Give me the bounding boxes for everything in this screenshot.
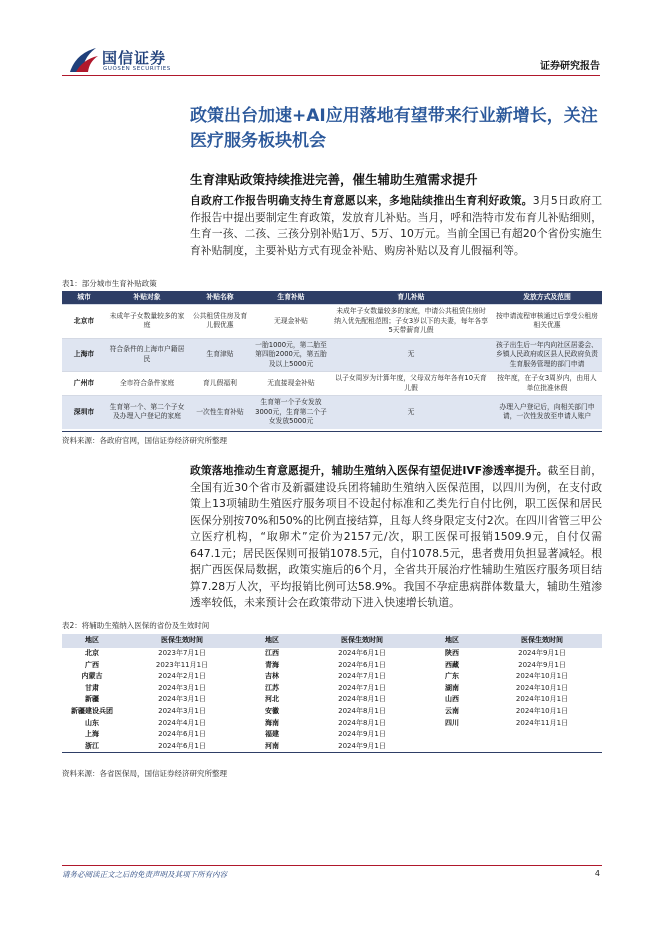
paragraph-body: 截至目前，全国有近30个省市及新疆建设兵团将辅助生殖纳入医保范围，以四川为例，在支付政策上13项辅助生殖医疗服务项目不设起付标准和乙类先行自付比例，职工医保和居民医保分别按70%和50%的比例直接结算，且每人终身限定支付2次。在四川省管三甲公立医疗机构，“取卵术”定价为2157元/次，职工医保可报销1509.9元，自付仅需647.1元；居民医保则可报销1078.5元，自付1078.5元，患者费用负担显著减轻。根据广西医保局数据，政策实施后的6个月，全省共开展治疗性辅助生殖医疗服务项目结算7.28万人次，平均报销比例可达58.9%。我国不孕症患病群体数量大，辅助生殖渗透率较低，未来预计会在政策带动下进入快速增长轨道。 bbox=[190, 464, 603, 609]
table-cell: 云南 bbox=[445, 706, 459, 715]
table-cell: 孩子出生后一年内向社区居委会、乡镇人民政府或区县人民政府负责生育服务管理的部门申请 bbox=[492, 338, 602, 372]
report-type-label: 证券研究报告 bbox=[540, 61, 600, 72]
table-cell: 无现金补贴 bbox=[252, 305, 330, 339]
header-divider bbox=[62, 75, 600, 76]
table-cell: 生育第一个、第二个子女及办理入户登记的家庭 bbox=[106, 396, 188, 429]
table-cell: 2024年3月1日 bbox=[158, 683, 206, 692]
table1-header-cell: 发放方式及范围 bbox=[492, 291, 602, 305]
table-cell: 2024年6月1日 bbox=[338, 660, 386, 669]
table-row bbox=[62, 396, 602, 429]
footer-disclaimer: 请务必阅读正文之后的免责声明及其项下所有内容 bbox=[62, 870, 227, 879]
table-row bbox=[62, 694, 602, 706]
table-cell: 2024年10月1日 bbox=[515, 706, 569, 715]
table-row bbox=[62, 683, 602, 695]
table-cell: 新疆建设兵团 bbox=[71, 706, 113, 715]
logo-english-name: GUOSEN SECURITIES bbox=[103, 66, 171, 72]
table-cell: 一胎1000元，第二胎至第四胎2000元，第五胎及以上5000元 bbox=[252, 338, 330, 372]
table-cell: 上海市 bbox=[62, 338, 106, 372]
table-cell: 符合条件的上海市户籍居民 bbox=[106, 338, 188, 372]
table-cell: 无 bbox=[330, 338, 492, 372]
table-cell: 新疆 bbox=[85, 695, 99, 704]
table-cell: 内蒙古 bbox=[81, 672, 103, 681]
table-cell: 一次性生育补贴 bbox=[188, 396, 252, 429]
table-cell: 2024年7月1日 bbox=[338, 683, 386, 692]
table-cell: 河北 bbox=[265, 695, 279, 704]
table-cell: 山西 bbox=[445, 695, 459, 704]
company-logo bbox=[66, 44, 186, 78]
table1-title: 表1：部分城市生育补贴政策 bbox=[62, 279, 157, 288]
table-cell: 2024年9月1日 bbox=[338, 730, 386, 739]
table-cell: 按年度，在子女3周岁内，由用人单位批准休假 bbox=[492, 372, 602, 396]
table-cell: 按申请流程审核通过后享受公租房相关优惠 bbox=[492, 305, 602, 339]
table-cell bbox=[482, 741, 602, 753]
table-cell: 无 bbox=[330, 396, 492, 429]
table-cell: 2024年6月1日 bbox=[158, 730, 206, 739]
table-cell: 江苏 bbox=[265, 683, 279, 692]
table-cell: 海南 bbox=[265, 718, 279, 727]
table-cell: 2024年6月1日 bbox=[338, 649, 386, 657]
table-cell: 未成年子女数量较多的家庭，申请公共租赁住房时纳入优先配租范围；子女3岁以下的夫妻，每年各享5天带薪育儿假 bbox=[330, 305, 492, 339]
table-row bbox=[62, 305, 602, 339]
table-cell: 浙江 bbox=[62, 741, 122, 753]
table-insurance-effective-dates bbox=[62, 634, 602, 753]
table1-header-cell: 育儿补贴 bbox=[330, 291, 492, 305]
table-cell: 全市符合条件家庭 bbox=[106, 372, 188, 396]
table-cell: 安徽 bbox=[265, 706, 279, 715]
logo-chinese-name: 国信证券 bbox=[102, 49, 167, 67]
table-cell: 2024年4月1日 bbox=[158, 718, 206, 727]
guosen-logo-icon bbox=[66, 44, 100, 76]
table-row bbox=[62, 648, 602, 660]
table-cell: 北京市 bbox=[62, 305, 106, 339]
paragraph-ivf-insurance bbox=[190, 463, 602, 612]
table-row bbox=[62, 671, 602, 683]
table-row bbox=[62, 706, 602, 718]
table-row bbox=[62, 729, 602, 741]
table1-source: 资料来源：各政府官网，国信证券经济研究所整理 bbox=[62, 436, 227, 445]
table-cell: 无直接现金补贴 bbox=[252, 372, 330, 396]
table2-header-cell: 地区 bbox=[242, 634, 302, 648]
table-cell: 广东 bbox=[445, 672, 459, 681]
table2-source: 资料来源：各省医保局，国信证券经济研究所整理 bbox=[62, 769, 227, 778]
paragraph-lead-bold: 自政府工作报告明确支持生育意愿以来，多地陆续推出生育利好政策。 bbox=[190, 194, 533, 207]
table-row bbox=[62, 338, 602, 372]
table-cell: 2023年11月1日 bbox=[155, 660, 209, 669]
table-cell: 西藏 bbox=[445, 660, 459, 669]
table-cell: 广西 bbox=[85, 660, 99, 669]
paragraph-lead-bold: 政策落地推动生育意愿提升，辅助生殖纳入医保有望促进IVF渗透率提升。 bbox=[190, 464, 548, 477]
table2-title: 表2：将辅助生殖纳入医保的省份及生效时间 bbox=[62, 621, 210, 630]
table-cell: 青海 bbox=[265, 660, 279, 669]
table1-header-row bbox=[62, 291, 602, 305]
table-city-subsidy-policy bbox=[62, 291, 602, 429]
table-cell: 生育津贴 bbox=[188, 338, 252, 372]
table-cell: 办理入户登记后，向相关部门申请，一次性发放至申请人账户 bbox=[492, 396, 602, 429]
section-title: 政策出台加速+AI应用落地有望带来行业新增长，关注医疗服务板块机会 bbox=[190, 106, 598, 151]
table2-header-cell: 医保生效时间 bbox=[302, 634, 422, 648]
table-cell: 2024年8月1日 bbox=[338, 695, 386, 704]
table-cell: 湖南 bbox=[445, 683, 459, 692]
table-cell: 2024年9月1日 bbox=[518, 649, 566, 657]
table-cell: 山东 bbox=[85, 718, 99, 727]
table-cell: 深圳市 bbox=[62, 396, 106, 429]
table-cell: 2024年10月1日 bbox=[515, 695, 569, 704]
table-row bbox=[62, 741, 602, 753]
table1-header-cell: 补贴对象 bbox=[106, 291, 188, 305]
table-cell: 上海 bbox=[85, 730, 99, 739]
table-cell: 吉林 bbox=[265, 672, 279, 681]
table1-header-cell: 补贴名称 bbox=[188, 291, 252, 305]
table-cell: 河南 bbox=[242, 741, 302, 753]
table-row bbox=[62, 718, 602, 730]
table-cell: 2023年7月1日 bbox=[158, 649, 206, 657]
table-cell: 2024年7月1日 bbox=[338, 672, 386, 681]
table-cell: 陕西 bbox=[445, 649, 459, 657]
table1-header-cell: 生育补贴 bbox=[252, 291, 330, 305]
table-cell: 2024年9月1日 bbox=[518, 660, 566, 669]
paragraph-birth-subsidy bbox=[190, 193, 602, 259]
page-number: 4 bbox=[594, 869, 600, 878]
table2-header-row bbox=[62, 634, 602, 648]
table-cell: 2024年3月1日 bbox=[158, 706, 206, 715]
table-cell: 育儿假福利 bbox=[188, 372, 252, 396]
table-row bbox=[62, 372, 602, 396]
footer-divider bbox=[62, 865, 602, 866]
table-cell: 未成年子女数量较多的家庭 bbox=[106, 305, 188, 339]
table-cell: 甘肃 bbox=[85, 683, 99, 692]
table-cell: 以子女周岁为计算年度，父母双方每年各有10天育儿假 bbox=[330, 372, 492, 396]
section-subtitle: 生育津贴政策持续推进完善，催生辅助生殖需求提升 bbox=[190, 172, 478, 187]
table-cell bbox=[422, 729, 482, 741]
table-cell bbox=[422, 741, 482, 753]
table1-header-cell: 城市 bbox=[62, 291, 106, 305]
table2-header-cell: 医保生效时间 bbox=[122, 634, 242, 648]
table-cell: 2024年6月1日 bbox=[122, 741, 242, 753]
table-cell: 2024年10月1日 bbox=[515, 683, 569, 692]
table-cell: 2024年8月1日 bbox=[338, 706, 386, 715]
table-cell: 福建 bbox=[265, 730, 279, 739]
table-cell: 2024年10月1日 bbox=[515, 672, 569, 681]
table-cell: 生育第一个子女发放3000元，生育第二个子女发放5000元 bbox=[252, 396, 330, 429]
table-cell: 2024年9月1日 bbox=[302, 741, 422, 753]
table-cell bbox=[482, 729, 602, 741]
table-cell: 2024年11月1日 bbox=[515, 718, 569, 727]
table-cell: 2024年3月1日 bbox=[158, 695, 206, 704]
table-cell: 江西 bbox=[265, 649, 279, 657]
table2-header-cell: 地区 bbox=[62, 634, 122, 648]
paragraph-body: 3月5日政府工作报告中提出要制定生育政策，发放育儿补贴。当月，呼和浩特市发布育儿补贴细则，生育一孩、二孩、三孩分别补贴1万、5万、10万元。当前全国已有超20个省份实施生育补贴制度，主要补贴方式有现金补贴、购房补贴以及育儿假福利等。 bbox=[190, 194, 602, 257]
table-cell: 四川 bbox=[445, 718, 459, 727]
table2-header-cell: 医保生效时间 bbox=[482, 634, 602, 648]
table-cell: 公共租赁住房及育儿假优惠 bbox=[188, 305, 252, 339]
table-cell: 2024年2月1日 bbox=[158, 672, 206, 681]
table2-header-cell: 地区 bbox=[422, 634, 482, 648]
table-cell: 广州市 bbox=[62, 372, 106, 396]
table-cell: 2024年8月1日 bbox=[338, 718, 386, 727]
table1-bottom-rule bbox=[62, 431, 602, 432]
table-row bbox=[62, 660, 602, 672]
table-cell: 北京 bbox=[85, 649, 99, 657]
